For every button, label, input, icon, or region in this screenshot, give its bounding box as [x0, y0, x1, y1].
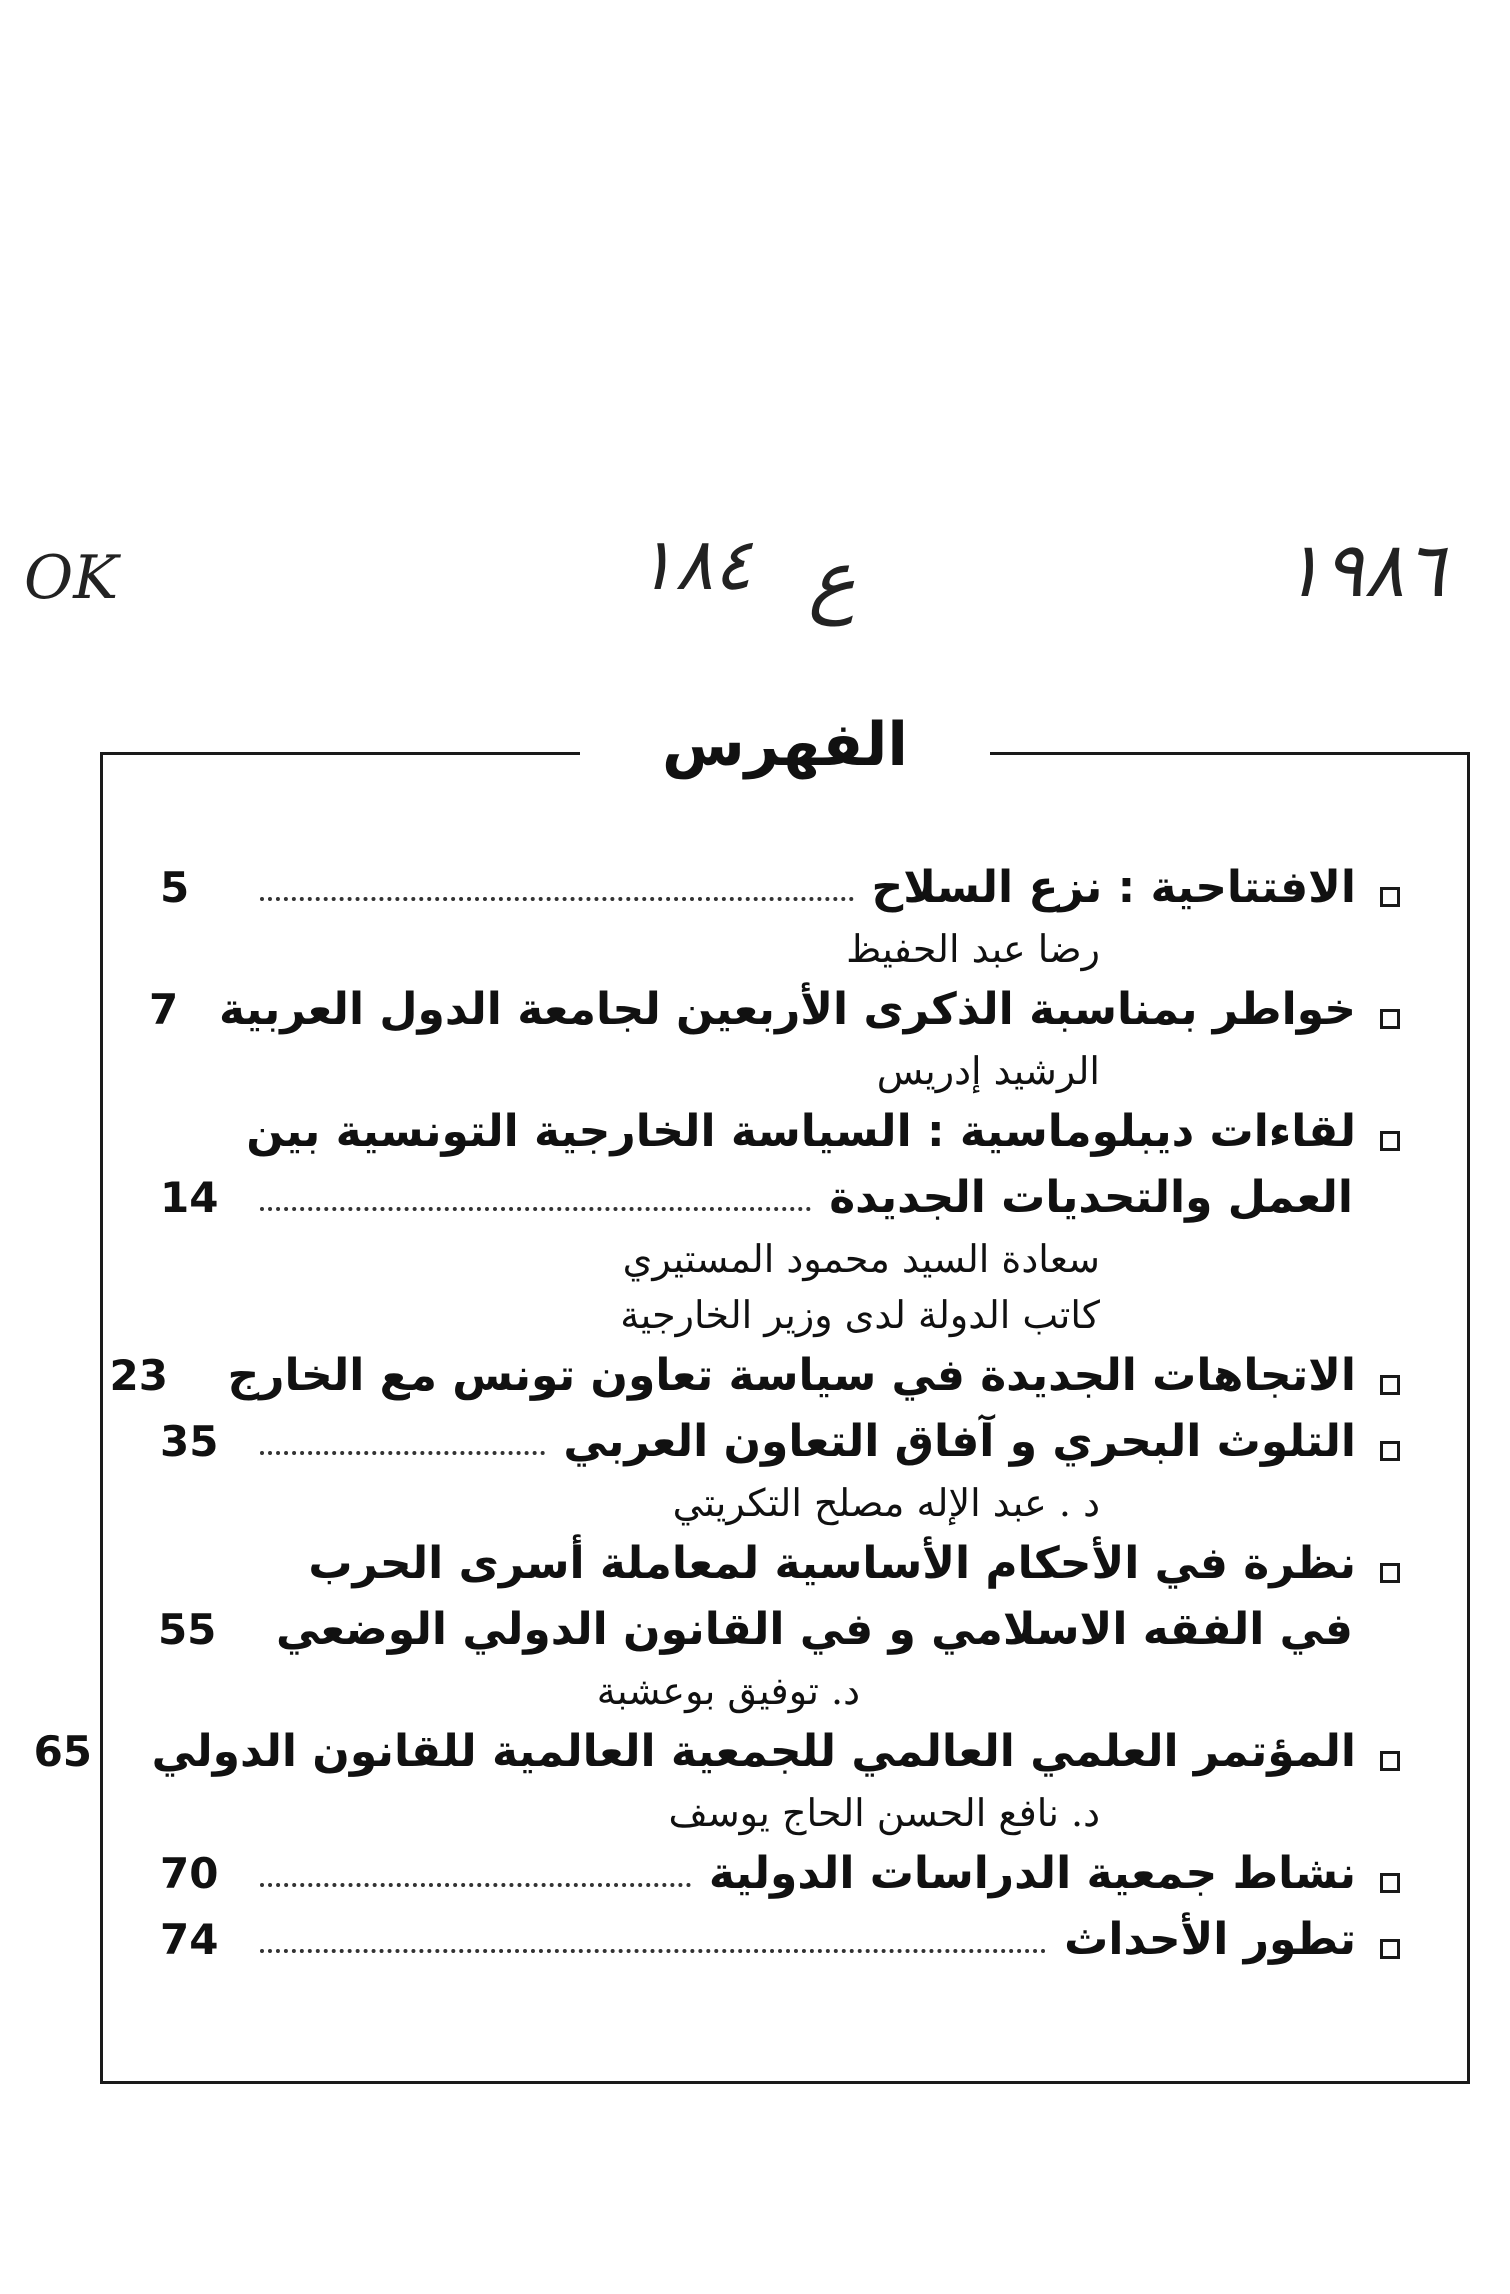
toc-title: الفهرس	[580, 700, 990, 790]
entry-author: د. توفيق بوعشبة	[596, 1669, 860, 1713]
handwritten-mark: ع	[808, 533, 856, 626]
entry-title: الاتجاهات الجديدة في سياسة تعاون تونس مع الخارج	[227, 1350, 1356, 1401]
entry-author: د. نافع الحسن الحاج يوسف	[668, 1791, 1100, 1835]
entry-title: لقاءات ديبلوماسية : السياسة الخارجية التونسية بين	[246, 1106, 1356, 1157]
toc-entry	[157, 1531, 1400, 1719]
toc-entry	[109, 1343, 1400, 1409]
entry-title: نشاط جمعية الدراسات الدولية	[708, 1848, 1356, 1899]
entry-title: تطور الأحداث	[1064, 1914, 1356, 1965]
dot-leader	[260, 1883, 691, 1887]
toc-entry	[160, 1099, 1400, 1343]
dot-leader	[260, 1949, 1046, 1953]
toc-entry	[149, 977, 1400, 1099]
page-number: 70	[160, 1849, 219, 1898]
handwritten-ok: OK	[24, 543, 119, 613]
dot-leader	[260, 1207, 811, 1211]
entry-title: خواطر بمناسبة الذكرى الأربعين لجامعة الدول العربية	[219, 984, 1356, 1035]
checkbox-bullet	[1380, 1131, 1400, 1151]
page-number: 35	[160, 1417, 219, 1466]
entry-author-role: كاتب الدولة لدى وزير الخارجية	[620, 1293, 1100, 1337]
toc-entry	[160, 855, 1400, 977]
entry-title-continued: في الفقه الاسلامي و في القانون الدولي الوضعي	[275, 1604, 1353, 1655]
entry-title-continued: العمل والتحديات الجديدة	[829, 1172, 1353, 1223]
checkbox-bullet	[1380, 1009, 1400, 1029]
page-number: 74	[160, 1915, 219, 1964]
entry-title: التلوث البحري و آفاق التعاون العربي	[563, 1416, 1356, 1467]
dot-leader	[260, 1451, 545, 1455]
page-number: 23	[109, 1351, 168, 1400]
checkbox-bullet	[1380, 887, 1400, 907]
toc-entry	[160, 1841, 1400, 1907]
page-number: 14	[160, 1173, 219, 1222]
entry-author: سعادة السيد محمود المستيري	[622, 1237, 1100, 1281]
toc-entry	[160, 1907, 1400, 1973]
page-number: 65	[33, 1727, 93, 1776]
entry-title: نظرة في الأحكام الأساسية لمعاملة أسرى الحرب	[308, 1538, 1356, 1589]
entry-title: الافتتاحية : نزع السلاح	[871, 862, 1356, 913]
page-number: 7	[149, 985, 179, 1034]
checkbox-bullet	[1380, 1441, 1400, 1461]
checkbox-bullet	[1380, 1873, 1400, 1893]
page-number: 5	[160, 863, 190, 912]
handwritten-issue-number: ١٨٤	[636, 522, 753, 606]
toc-entry	[160, 1409, 1400, 1531]
checkbox-bullet	[1380, 1563, 1400, 1583]
table-of-contents	[33, 855, 1400, 1973]
entry-title: المؤتمر العلمي العالمي للجمعية العالمية للقانون الدولي	[151, 1726, 1356, 1777]
checkbox-bullet	[1380, 1375, 1400, 1395]
toc-entry	[33, 1719, 1400, 1841]
entry-author: رضا عبد الحفيظ	[846, 927, 1100, 971]
checkbox-bullet	[1380, 1751, 1400, 1771]
checkbox-bullet	[1380, 1939, 1400, 1959]
entry-author: د . عبد الإله مصلح التكريتي	[672, 1481, 1100, 1525]
page-number: 55	[157, 1605, 217, 1654]
handwritten-year: ١٩٨٦	[1282, 525, 1446, 614]
entry-author: الرشيد إدريس	[876, 1049, 1100, 1093]
dot-leader	[260, 897, 854, 901]
